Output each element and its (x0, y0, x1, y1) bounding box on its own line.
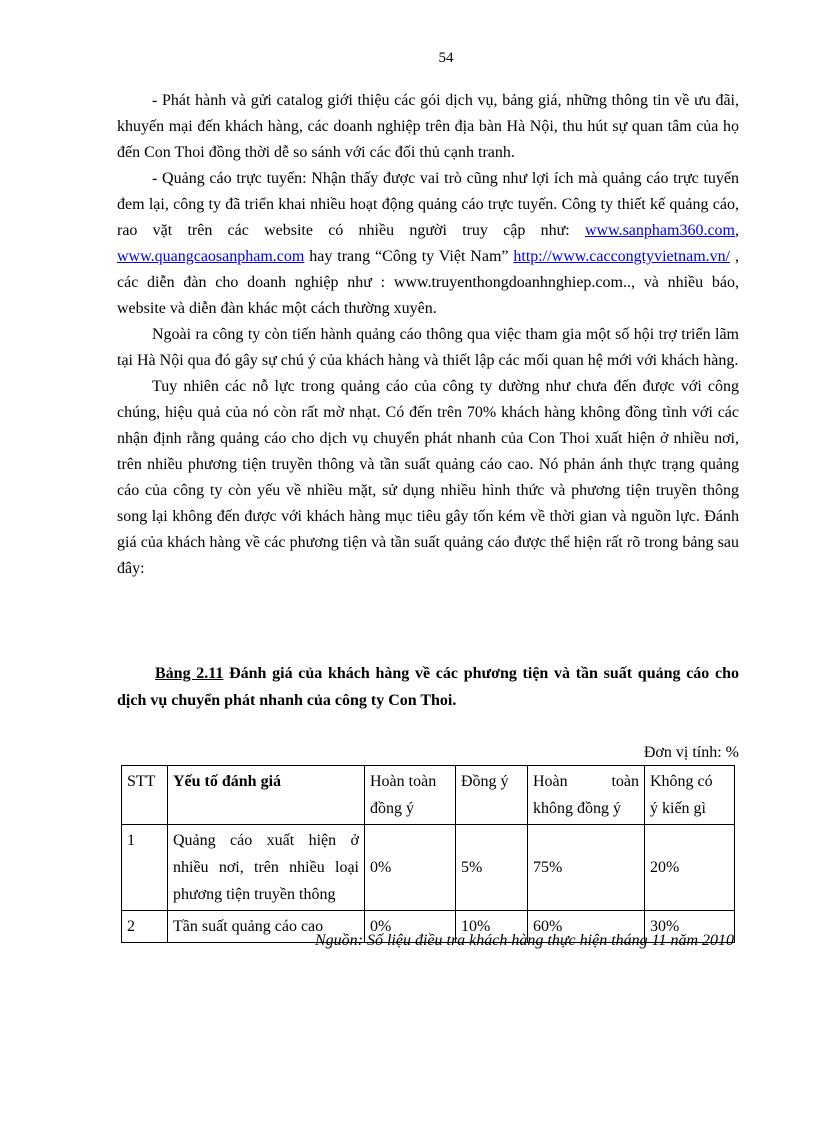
row1-no-opinion: 20% (645, 825, 735, 911)
link-sanpham360[interactable]: www.sanpham360.com (584, 222, 735, 239)
row1-factor-line2: nhiều nơi, trên nhiều loại (173, 859, 359, 876)
table-caption (117, 660, 739, 714)
paragraph-effectiveness: Tuy nhiên các nỗ lực trong quảng cáo của công ty dường như chưa đến được với công chúng, hiệu quả của nó còn rất mờ nhạt. Có đến trên 70% khách hàng không đồng tình với các nhận định rằng quảng cáo cho dịch vụ chuyển phát nhanh của Con Thoi xuất hiện ở nhiều nơi, trên nhiều phương tiện truyền thông và tần suất quảng cáo cao. Nó phản ánh thực trạng quảng cáo của công ty còn yếu về nhiều mặt, sử dụng nhiều hình thức và phương tiện truyền thông song lại không đến được với khách hàng mục tiêu gây tốn kém về thời gian và nguồn lực. Đánh giá của khách hàng về các phương tiện và tần suất quảng cáo được thể hiện rất rõ trong bảng sau đây: (117, 378, 739, 577)
online-ads-end: , các diễn đàn cho doanh nghiệp như : www.truyenthongdoanhnghiep.com.., và nhiều báo, website và diễn đàn khác một cách thường xuyên. (117, 248, 739, 317)
evaluation-table (121, 765, 735, 943)
row2-fully-agree: 0% (365, 911, 456, 943)
header-no-opinion-line2: ý kiến gì (650, 800, 706, 817)
row2-fully-disagree: 60% (528, 911, 645, 943)
header-fully-agree-line2: đồng ý (370, 800, 414, 817)
table-row (122, 825, 735, 911)
row1-factor-line1: Quảng cáo xuất hiện ở (173, 832, 359, 849)
header-fully-agree (365, 766, 456, 825)
link-separator: , (735, 222, 739, 239)
link-quangcaosanpham[interactable]: www.quangcaosanpham.com (117, 248, 305, 265)
header-fully-disagree-line1: Hoàn toàn (533, 773, 639, 790)
row1-stt: 1 (122, 825, 168, 911)
table-caption-label: Bảng 2.11 (155, 665, 224, 682)
link-caccongtyvietnam[interactable]: http://www.caccongtyvietnam.vn/ (513, 248, 731, 265)
header-factor: Yếu tố đánh giá (168, 766, 365, 825)
row1-fully-agree: 0% (365, 825, 456, 911)
paragraph-online-ads (117, 166, 739, 322)
header-no-opinion (645, 766, 735, 825)
paragraph-catalog: - Phát hành và gửi catalog giới thiệu các gói dịch vụ, bảng giá, những thông tin về ưu đãi, khuyến mại đến khách hàng, các doanh nghiệp trên địa bàn Hà Nội, thu hút sự quan tâm của họ đến Con Thoi đồng thời dễ so sánh với các đối thủ cạnh tranh. (117, 92, 739, 161)
row1-agree: 5% (456, 825, 528, 911)
header-stt: STT (122, 766, 168, 825)
header-no-opinion-line1: Không có (650, 773, 713, 790)
table-header-row (122, 766, 735, 825)
body-text (117, 88, 739, 582)
row2-no-opinion: 30% (645, 911, 735, 943)
header-fully-disagree-line2: không đồng ý (533, 800, 621, 817)
unit-label: Đơn vị tính: % (643, 744, 739, 761)
header-agree: Đồng ý (456, 766, 528, 825)
row2-stt: 2 (122, 911, 168, 943)
source-note: Nguồn: Số liệu điều tra khách hàng thực hiện tháng 11 năm 2010 (314, 932, 734, 949)
paragraph-trade-fairs: Ngoài ra công ty còn tiến hành quảng cáo thông qua việc tham gia một số hội trợ triển lãm tại Hà Nội qua đó gây sự chú ý của khách hàng và thiết lập các mối quan hệ mới với khách hàng. (117, 326, 739, 369)
row1-factor-line3: phương tiện truyền thông (173, 886, 336, 903)
header-fully-agree-line1: Hoàn toàn (370, 773, 437, 790)
online-ads-intro: - Quảng cáo trực tuyến: Nhận thấy được vai trò cũng như lợi ích mà quảng cáo trực tuyến đem lại, công ty đã triển khai nhiều hoạt động quảng cáo trực tuyến. Công ty thiết kế quảng cáo, rao vặt trên các website có nhiều người truy cập như: (117, 170, 739, 239)
row2-agree: 10% (456, 911, 528, 943)
header-fully-disagree (528, 766, 645, 825)
row2-factor: Tần suất quảng cáo cao (168, 911, 365, 943)
row1-fully-disagree: 75% (528, 825, 645, 911)
table-caption-text: Đánh giá của khách hàng về các phương tiện và tần suất quảng cáo cho dịch vụ chuyển phát nhanh của công ty Con Thoi. (117, 665, 739, 709)
row1-factor (168, 825, 365, 911)
page-number: 54 (438, 50, 454, 66)
online-ads-middle: hay trang “Công ty Việt Nam” (304, 248, 514, 265)
